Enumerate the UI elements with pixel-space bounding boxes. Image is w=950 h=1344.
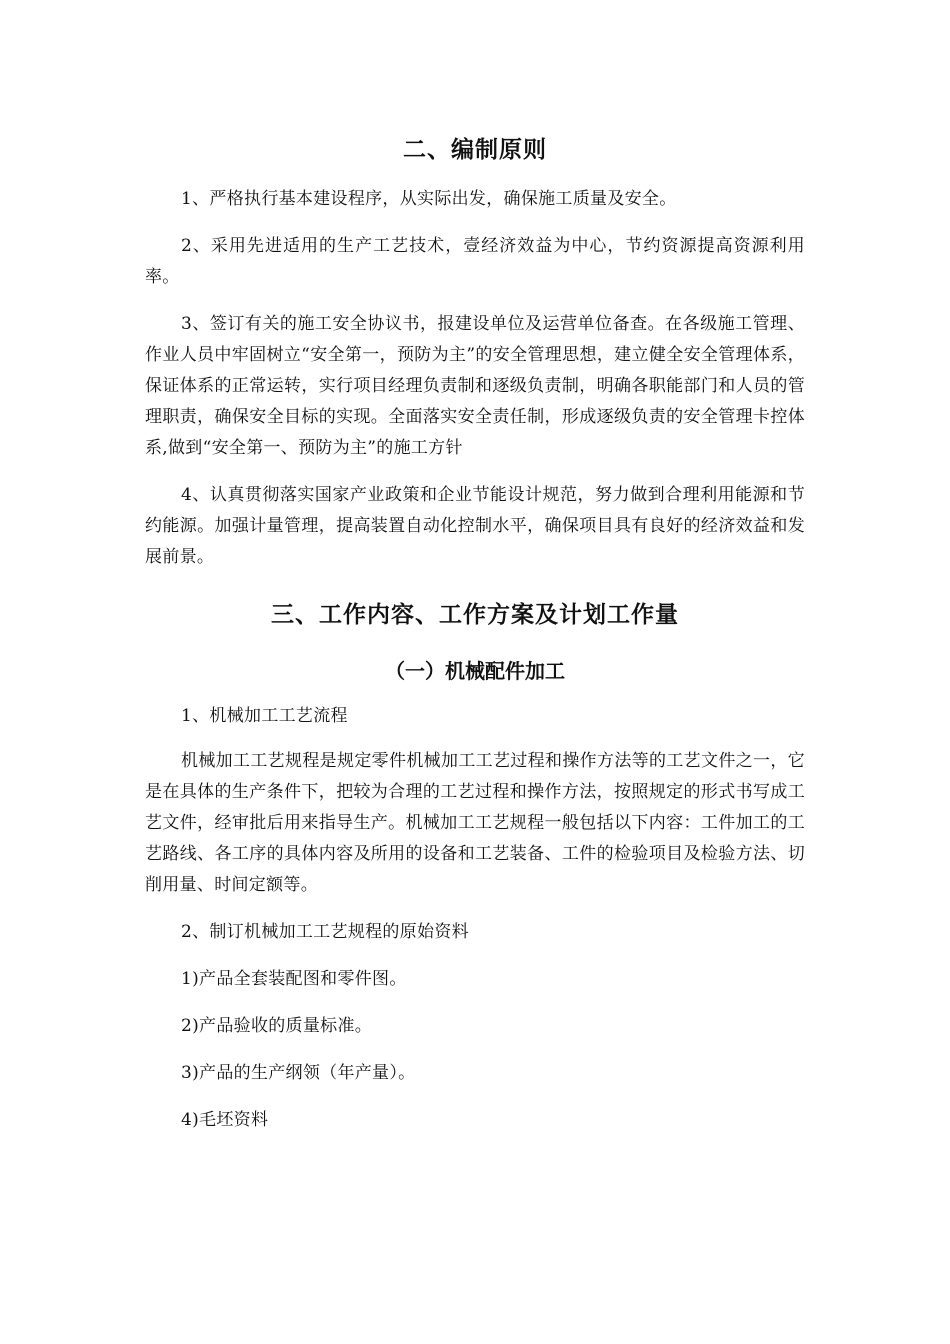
item-1-body: 机械加工工艺规程是规定零件机械加工工艺过程和操作方法等的工艺文件之一，它是在具体的生产条件下，把较为合理的工艺过程和操作方法，按照规定的形式书写成工艺文件，经审批后用来指导生产。机械加工工艺规程一般包括以下内容：工件加工的工艺路线、各工序的具体内容及所用的设备和工艺装备、工件的检验项目及检验方法、切削用量、时间定额等。	[145, 751, 805, 895]
material-list-item: 1)产品全套装配图和零件图。	[181, 969, 407, 989]
principle-2: 2、采用先进适用的生产工艺技术，壹经济效益为中心，节约资源提高资源利用率。	[145, 236, 805, 287]
principle-4: 4、认真贯彻落实国家产业政策和企业节能设计规范，努力做到合理利用能源和节约能源。加强计量管理，提高装置自动化控制水平，确保项目具有良好的经济效益和发展前景。	[145, 485, 805, 567]
principle-3: 3、签订有关的施工安全协议书，报建设单位及运营单位备查。在各级施工管理、作业人员中牢固树立“安全第一，预防为主”的安全管理思想，建立健全安全管理体系，保证体系的正常运转，实行项目经理负责制和逐级负责制，明确各职能部门和人员的管理职责，确保安全目标的实现。全面落实安全责任制，形成逐级负责的安全管理卡控体系,做到“安全第一、预防为主”的施工方针	[145, 314, 805, 458]
section-3-heading: 三、工作内容、工作方案及计划工作量	[271, 602, 679, 628]
item-2-title: 2、制订机械加工工艺规程的原始资料	[181, 922, 469, 942]
material-list-item: 3)产品的生产纲领（年产量）。	[181, 1063, 416, 1083]
material-list-item: 4)毛坯资料	[181, 1110, 269, 1130]
section-2-heading: 二、编制原则	[403, 137, 547, 163]
item-1-title: 1、机械加工工艺流程	[181, 706, 348, 726]
material-list-item: 2)产品验收的质量标准。	[181, 1016, 373, 1036]
subsection-1-heading: （一）机械配件加工	[385, 659, 565, 683]
principle-1: 1、严格执行基本建设程序，从实际出发，确保施工质量及安全。	[181, 189, 677, 209]
page-content	[145, 130, 805, 1136]
